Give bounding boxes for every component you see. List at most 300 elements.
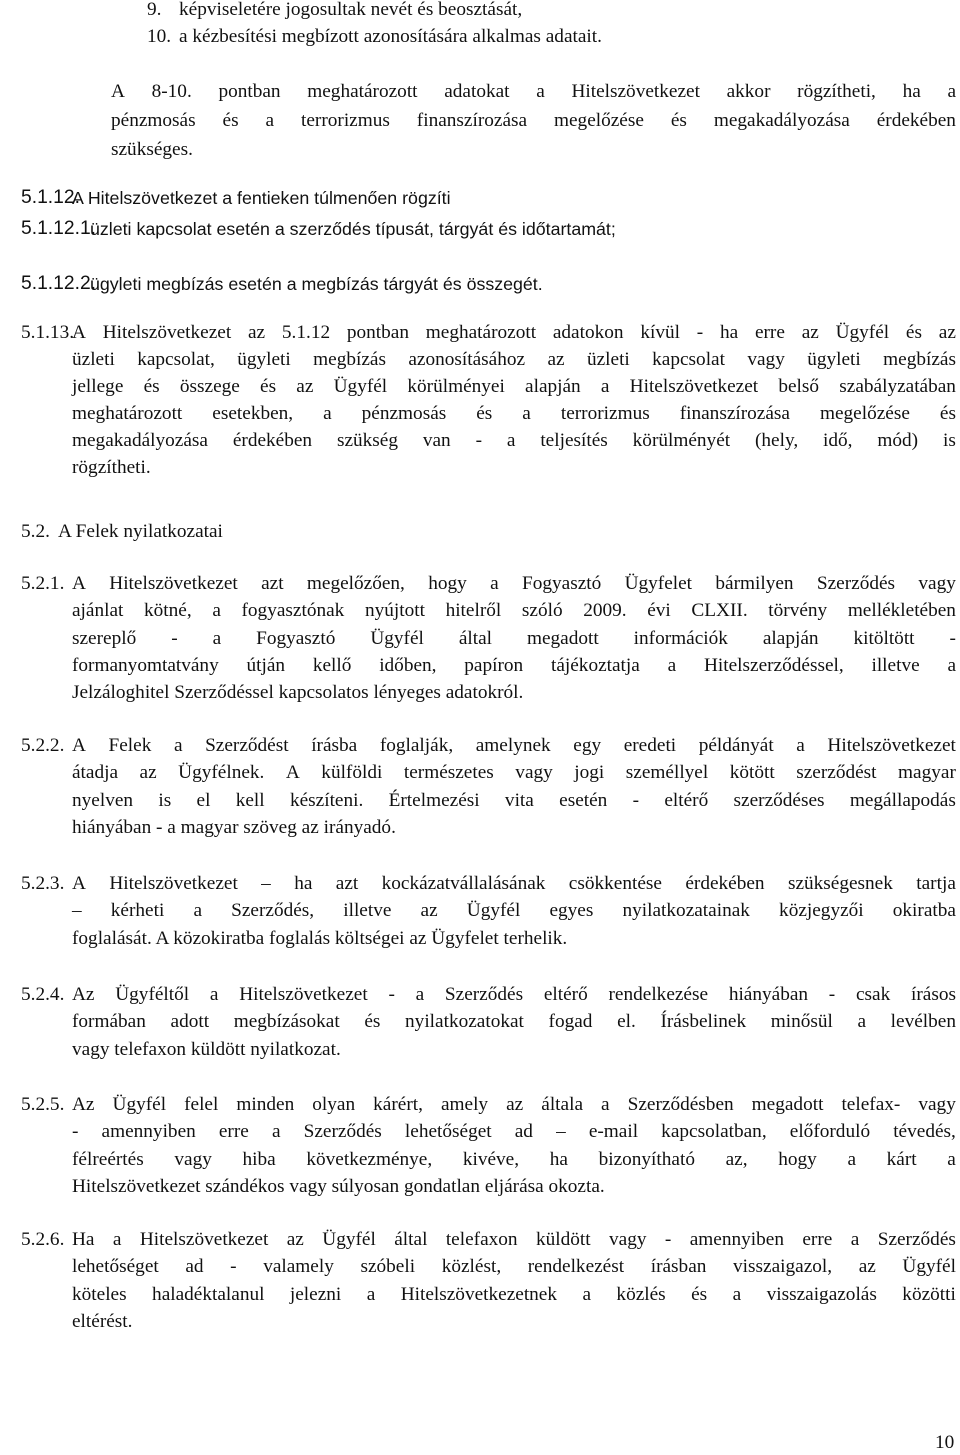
word: írásba bbox=[311, 735, 358, 756]
word: visszaigazolás bbox=[766, 1284, 877, 1305]
word: a bbox=[366, 1284, 376, 1305]
section-number: 5.2.4. bbox=[21, 984, 65, 1005]
word: és bbox=[905, 322, 922, 343]
word: nyilatkozatainak bbox=[622, 900, 750, 921]
paragraph-line bbox=[72, 654, 956, 678]
paragraph-line: hiányában - a magyar szöveg az irányadó. bbox=[72, 817, 396, 838]
word: belső bbox=[778, 376, 820, 397]
word: amennyiben bbox=[101, 1121, 196, 1142]
word: Fogyasztó bbox=[256, 628, 336, 649]
word: a bbox=[323, 403, 332, 424]
paragraph-line bbox=[72, 375, 956, 399]
word: általa bbox=[541, 1094, 584, 1115]
paragraph-line bbox=[72, 734, 956, 758]
word: írásban bbox=[650, 1256, 707, 1277]
word: foglalják, bbox=[379, 735, 454, 756]
word: Az bbox=[72, 1094, 95, 1115]
section-number: 5.1.12.2. bbox=[21, 273, 97, 294]
word: az bbox=[547, 349, 565, 370]
section-number: 5.2.3. bbox=[21, 873, 65, 894]
word: külföldi bbox=[321, 762, 383, 783]
word: átadja bbox=[72, 762, 119, 783]
word: eltérő bbox=[543, 984, 588, 1005]
word: Ügyfél bbox=[370, 628, 424, 649]
word: alapján bbox=[762, 628, 819, 649]
intro-paragraph-line: szükséges. bbox=[111, 139, 193, 160]
word: 8-10. bbox=[151, 81, 192, 102]
word: Ügyfelet bbox=[624, 573, 693, 594]
word: a bbox=[947, 1149, 956, 1170]
word: megelőzően, bbox=[306, 573, 405, 594]
word: – bbox=[556, 1121, 566, 1142]
word: telefaxon bbox=[445, 1229, 518, 1250]
word: Hitelszövetkezetnek bbox=[400, 1284, 558, 1305]
word: és bbox=[476, 403, 493, 424]
word: és bbox=[939, 403, 956, 424]
word: az, bbox=[725, 1149, 748, 1170]
word: terrorizmus bbox=[301, 110, 390, 131]
word: A bbox=[72, 322, 86, 343]
word: - bbox=[72, 1121, 79, 1142]
word: erre bbox=[754, 322, 785, 343]
word: Ha bbox=[72, 1229, 95, 1250]
word: Írásbelinek bbox=[660, 1011, 747, 1032]
word: megállapodás bbox=[849, 790, 956, 811]
word: adatokat bbox=[444, 81, 510, 102]
word: az bbox=[938, 322, 956, 343]
word: kell bbox=[235, 790, 265, 811]
word: - bbox=[388, 984, 395, 1005]
word: jellege bbox=[72, 376, 124, 397]
page-number: 10 bbox=[935, 1432, 955, 1453]
word: szükségesnek bbox=[787, 873, 893, 894]
word: - bbox=[171, 628, 178, 649]
paragraph-line bbox=[72, 899, 956, 923]
word: Szerződés bbox=[816, 573, 896, 594]
paragraph-line bbox=[72, 402, 956, 426]
word: küldött bbox=[535, 1229, 591, 1250]
word: a bbox=[732, 1284, 742, 1305]
word: kárért, bbox=[373, 1094, 423, 1115]
paragraph-line bbox=[72, 1148, 956, 1172]
list-number: 10. bbox=[147, 26, 172, 47]
word: Értelmezési bbox=[388, 790, 480, 811]
word: azonosításához bbox=[408, 349, 526, 370]
word: a bbox=[265, 110, 275, 131]
word: kivéve, bbox=[462, 1149, 520, 1170]
word: kapcsolatban, bbox=[661, 1121, 767, 1142]
word: a bbox=[212, 600, 221, 621]
word: a bbox=[112, 1229, 122, 1250]
paragraph-line bbox=[72, 599, 956, 623]
word: és bbox=[364, 1011, 381, 1032]
word: a bbox=[600, 376, 610, 397]
word: a bbox=[847, 1149, 856, 1170]
word: a bbox=[850, 1229, 860, 1250]
word: az bbox=[506, 1094, 524, 1115]
word: meghatározott bbox=[72, 403, 183, 424]
word: a bbox=[522, 403, 531, 424]
word: Ügyfél bbox=[835, 322, 890, 343]
word: példányát bbox=[698, 735, 774, 756]
word: félreértés bbox=[72, 1149, 144, 1170]
word: formában bbox=[72, 1011, 146, 1032]
word: A bbox=[72, 873, 86, 894]
word: érdekében bbox=[685, 873, 765, 894]
word: és bbox=[143, 376, 160, 397]
word: és bbox=[691, 1284, 708, 1305]
word: - bbox=[696, 322, 704, 343]
word: közötti bbox=[902, 1284, 956, 1305]
word: üzleti bbox=[586, 349, 630, 370]
word: ha bbox=[719, 322, 739, 343]
word: szereplő bbox=[72, 628, 137, 649]
word: mód) bbox=[877, 430, 919, 451]
word: ad bbox=[514, 1121, 533, 1142]
word: Ügyfél bbox=[902, 1256, 956, 1277]
word: alapján bbox=[525, 376, 581, 397]
word: azt bbox=[261, 573, 284, 594]
word: fogad bbox=[548, 1011, 593, 1032]
word: a bbox=[667, 655, 677, 676]
word: egy bbox=[573, 735, 602, 756]
word: és bbox=[670, 110, 687, 131]
paragraph-line bbox=[72, 1010, 956, 1034]
word: - bbox=[664, 1229, 672, 1250]
word: az bbox=[139, 762, 157, 783]
word: is bbox=[942, 430, 956, 451]
word: közlés bbox=[616, 1284, 666, 1305]
word: (hely, bbox=[754, 430, 799, 451]
word: ajánlat bbox=[72, 600, 124, 621]
word: hogy bbox=[778, 1149, 817, 1170]
word: kockázatvállalásának bbox=[381, 873, 546, 894]
word: a bbox=[415, 984, 425, 1005]
word: vagy bbox=[918, 1094, 956, 1115]
paragraph-line: eltérést. bbox=[72, 1311, 133, 1332]
word: körülményét bbox=[632, 430, 731, 451]
word: meghatározott bbox=[307, 81, 418, 102]
word: kívül bbox=[640, 322, 680, 343]
word: Hitelszövetkezet bbox=[139, 1229, 269, 1250]
paragraph-line: Jelzáloghitel Szerződéssel kapcsolatos lényeges adatokról. bbox=[72, 682, 524, 703]
word: ha bbox=[549, 1149, 568, 1170]
word: idő, bbox=[823, 430, 853, 451]
section-text: üzleti kapcsolat esetén a szerződés típusát, tárgyát és időtartamát; bbox=[90, 219, 616, 239]
word: kellő bbox=[312, 655, 352, 676]
word: köteles bbox=[72, 1284, 127, 1305]
section-number: 5.2.1. bbox=[21, 573, 65, 594]
word: felel bbox=[184, 1094, 219, 1115]
word: – bbox=[261, 873, 271, 894]
word: érdekében bbox=[232, 430, 313, 451]
word: papíron bbox=[464, 655, 524, 676]
word: tartja bbox=[916, 873, 956, 894]
word: illetve bbox=[871, 655, 920, 676]
section-number: 5.2.2. bbox=[21, 735, 65, 756]
paragraph-line: Hitelszövetkezet szándékos vagy súlyosan gondatlan eljárása okozta. bbox=[72, 1176, 605, 1197]
word: rögzítheti, bbox=[797, 81, 876, 102]
word: hitelről bbox=[445, 600, 502, 621]
section-text: ügyleti megbízás esetén a megbízás tárgyát és összegét. bbox=[90, 274, 543, 294]
word: érdekében bbox=[876, 110, 956, 131]
word: hogy bbox=[428, 573, 467, 594]
word: vagy bbox=[609, 1229, 647, 1250]
word: 2009. bbox=[583, 600, 627, 621]
paragraph-line bbox=[72, 789, 956, 813]
word: az bbox=[296, 376, 314, 397]
section-number: 5.1.13. bbox=[21, 322, 75, 343]
word: formanyomtatvány bbox=[72, 655, 219, 676]
word: 5.1.12 bbox=[281, 322, 331, 343]
word: meghatározott bbox=[425, 322, 537, 343]
word: esetén bbox=[559, 790, 608, 811]
word: megbízásokat bbox=[233, 1011, 340, 1032]
word: illetve bbox=[343, 900, 392, 921]
word: is bbox=[158, 790, 172, 811]
word: előforduló bbox=[789, 1121, 871, 1142]
paragraph-line bbox=[72, 1228, 956, 1252]
word: Ügyfél bbox=[333, 376, 388, 397]
word: bizonyítható bbox=[598, 1149, 695, 1170]
word: olyan bbox=[312, 1094, 356, 1115]
word: a bbox=[193, 900, 202, 921]
word: mellékletében bbox=[847, 600, 956, 621]
word: törvény bbox=[768, 600, 828, 621]
word: csak bbox=[855, 984, 891, 1005]
word: megadott bbox=[526, 628, 599, 649]
word: közjegyzői bbox=[779, 900, 864, 921]
word: Hitelszövetkezet bbox=[629, 376, 759, 397]
word: által bbox=[394, 1229, 428, 1250]
word: megadott bbox=[751, 1094, 824, 1115]
word: rendelkezést bbox=[527, 1256, 625, 1277]
intro-paragraph-line bbox=[111, 80, 956, 104]
section-number: 5.2. bbox=[21, 521, 50, 542]
word: terrorizmus bbox=[560, 403, 650, 424]
word: finanszírozása bbox=[416, 110, 528, 131]
word: adatokon bbox=[552, 322, 624, 343]
word: megbízás bbox=[313, 349, 386, 370]
word: - bbox=[828, 984, 836, 1005]
word: kötné, bbox=[144, 600, 192, 621]
word: akkor bbox=[726, 81, 771, 102]
word: Az bbox=[72, 984, 95, 1005]
word: megelőzése bbox=[819, 403, 910, 424]
word: Hitelszövetkezet bbox=[109, 573, 238, 594]
word: A bbox=[72, 735, 86, 756]
word: valamely bbox=[263, 1256, 334, 1277]
word: Hitelszövetkezet bbox=[239, 984, 368, 1005]
word: az bbox=[858, 1256, 876, 1277]
word: Ügyfél bbox=[466, 900, 521, 921]
word: - bbox=[475, 430, 482, 451]
list-item-text: a kézbesítési megbízott azonosítására alkalmas adatait. bbox=[179, 26, 602, 47]
word: pénzmosás bbox=[111, 110, 196, 131]
word: természetes bbox=[403, 762, 494, 783]
word: szóló bbox=[521, 600, 563, 621]
word: e-mail bbox=[588, 1121, 639, 1142]
word: csökkentése bbox=[568, 873, 662, 894]
word: Hitelszerződéssel, bbox=[703, 655, 844, 676]
word: következménye, bbox=[306, 1149, 433, 1170]
word: szükség bbox=[336, 430, 398, 451]
word: finanszírozása bbox=[679, 403, 790, 424]
word: esetekben, bbox=[212, 403, 294, 424]
word: eredeti bbox=[623, 735, 677, 756]
word: a bbox=[212, 628, 222, 649]
word: évi bbox=[647, 600, 671, 621]
paragraph-line bbox=[72, 1283, 956, 1307]
word: személlyel bbox=[625, 762, 709, 783]
word: Hitelszövetkezet bbox=[109, 873, 238, 894]
list-item-text: képviseletére jogosultak nevét és beosztását, bbox=[179, 0, 523, 20]
word: amely bbox=[440, 1094, 489, 1115]
word: megelőzése bbox=[554, 110, 644, 131]
word: el. bbox=[617, 1011, 636, 1032]
word: Szerződésben bbox=[627, 1094, 734, 1115]
word: megakadályozása bbox=[713, 110, 850, 131]
word: kapcsolat, bbox=[137, 349, 215, 370]
paragraph-line bbox=[72, 872, 956, 896]
word: Hitelszövetkezet bbox=[102, 322, 232, 343]
word: Szerződés bbox=[877, 1229, 956, 1250]
word: a bbox=[173, 735, 183, 756]
word: lehetőséget bbox=[404, 1121, 492, 1142]
word: által bbox=[458, 628, 492, 649]
paragraph-line: vagy telefaxon küldött nyilatkozat. bbox=[72, 1039, 341, 1060]
paragraph-line bbox=[72, 1255, 956, 1279]
word: pénzmosás bbox=[361, 403, 447, 424]
paragraph-line bbox=[72, 1120, 956, 1144]
word: azt bbox=[335, 873, 359, 894]
word: Szerződés, bbox=[231, 900, 315, 921]
word: írásos bbox=[910, 984, 956, 1005]
word: nyilatkozatokat bbox=[405, 1011, 524, 1032]
word: szerződéses bbox=[733, 790, 825, 811]
word: nyelven bbox=[72, 790, 134, 811]
section-title: A Hitelszövetkezet a fentieken túlmenően rögzíti bbox=[72, 188, 451, 208]
word: Hitelszövetkezet bbox=[571, 81, 700, 102]
section-number: 5.2.6. bbox=[21, 1229, 65, 1250]
word: ha bbox=[902, 81, 921, 102]
word: – bbox=[72, 900, 82, 921]
word: vagy bbox=[747, 349, 785, 370]
word: hiányában bbox=[728, 984, 809, 1005]
word: a bbox=[271, 1121, 281, 1142]
word: vagy bbox=[918, 573, 956, 594]
word: szabályzatában bbox=[839, 376, 956, 397]
word: vita bbox=[504, 790, 534, 811]
word: erre bbox=[218, 1121, 249, 1142]
word: tájékoztatja bbox=[550, 655, 640, 676]
word: útján bbox=[246, 655, 286, 676]
word: magyar bbox=[898, 762, 956, 783]
word: megbízás bbox=[883, 349, 956, 370]
word: amennyiben bbox=[689, 1229, 784, 1250]
word: hiba bbox=[242, 1149, 276, 1170]
word: eltérő bbox=[664, 790, 709, 811]
list-number: 9. bbox=[147, 0, 162, 20]
word: az bbox=[247, 322, 266, 343]
section-title: A Felek nyilatkozatai bbox=[58, 521, 223, 542]
word: körülményei bbox=[407, 376, 505, 397]
word: nyújtott bbox=[364, 600, 425, 621]
word: szóbeli bbox=[360, 1256, 416, 1277]
word: szerződést bbox=[796, 762, 877, 783]
word: kérheti bbox=[110, 900, 165, 921]
word: A bbox=[285, 762, 300, 783]
word: CLXII. bbox=[691, 600, 748, 621]
word: Felek bbox=[108, 735, 152, 756]
word: - bbox=[949, 628, 956, 649]
word: tévedés, bbox=[893, 1121, 956, 1142]
word: összege bbox=[179, 376, 240, 397]
word: ha bbox=[294, 873, 313, 894]
word: kapcsolat bbox=[652, 349, 725, 370]
word: Ügyfél bbox=[322, 1229, 376, 1250]
word: lehetőséget bbox=[72, 1256, 159, 1277]
word: rendelkezése bbox=[608, 984, 709, 1005]
word: Szerződés bbox=[444, 984, 524, 1005]
word: erre bbox=[802, 1229, 833, 1250]
word: telefax- bbox=[841, 1094, 901, 1115]
word: vagy bbox=[515, 762, 553, 783]
word: - bbox=[230, 1256, 237, 1277]
section-number: 5.1.12.1. bbox=[21, 218, 97, 239]
word: A bbox=[72, 573, 86, 594]
section-number: 5.2.5. bbox=[21, 1094, 65, 1115]
word: pontban bbox=[346, 322, 409, 343]
word: közlést, bbox=[441, 1256, 502, 1277]
word: pontban bbox=[218, 81, 281, 102]
word: megakadályozása bbox=[72, 430, 208, 451]
word: jelezni bbox=[289, 1284, 342, 1305]
word: kitöltött bbox=[853, 628, 915, 649]
word: minősül bbox=[770, 1011, 833, 1032]
word: vagy bbox=[174, 1149, 212, 1170]
paragraph-line bbox=[72, 572, 956, 596]
word: Ügyfél bbox=[112, 1094, 167, 1115]
word: az bbox=[286, 1229, 304, 1250]
word: Szerződés bbox=[303, 1121, 382, 1142]
word: a bbox=[209, 984, 219, 1005]
word: a bbox=[506, 430, 516, 451]
word: Szerződést bbox=[205, 735, 289, 756]
word: Ügyfélnek. bbox=[178, 762, 265, 783]
intro-paragraph-line bbox=[111, 109, 956, 133]
word: ügyleti bbox=[807, 349, 861, 370]
word: kötött bbox=[729, 762, 775, 783]
word: adott bbox=[170, 1011, 210, 1032]
word: a bbox=[796, 735, 805, 756]
word: A bbox=[111, 81, 125, 102]
paragraph-line bbox=[72, 627, 956, 651]
word: és bbox=[260, 376, 277, 397]
word: a bbox=[536, 81, 545, 102]
paragraph-line bbox=[72, 983, 956, 1007]
word: egyes bbox=[549, 900, 594, 921]
word: van bbox=[422, 430, 451, 451]
word: üzleti bbox=[72, 349, 115, 370]
word: információk bbox=[633, 628, 728, 649]
word: kárt bbox=[886, 1149, 917, 1170]
paragraph-line bbox=[72, 1093, 956, 1117]
section-number: 5.1.12. bbox=[21, 187, 80, 208]
word: a bbox=[857, 1011, 867, 1032]
word: és bbox=[222, 110, 239, 131]
paragraph-line bbox=[72, 348, 956, 372]
